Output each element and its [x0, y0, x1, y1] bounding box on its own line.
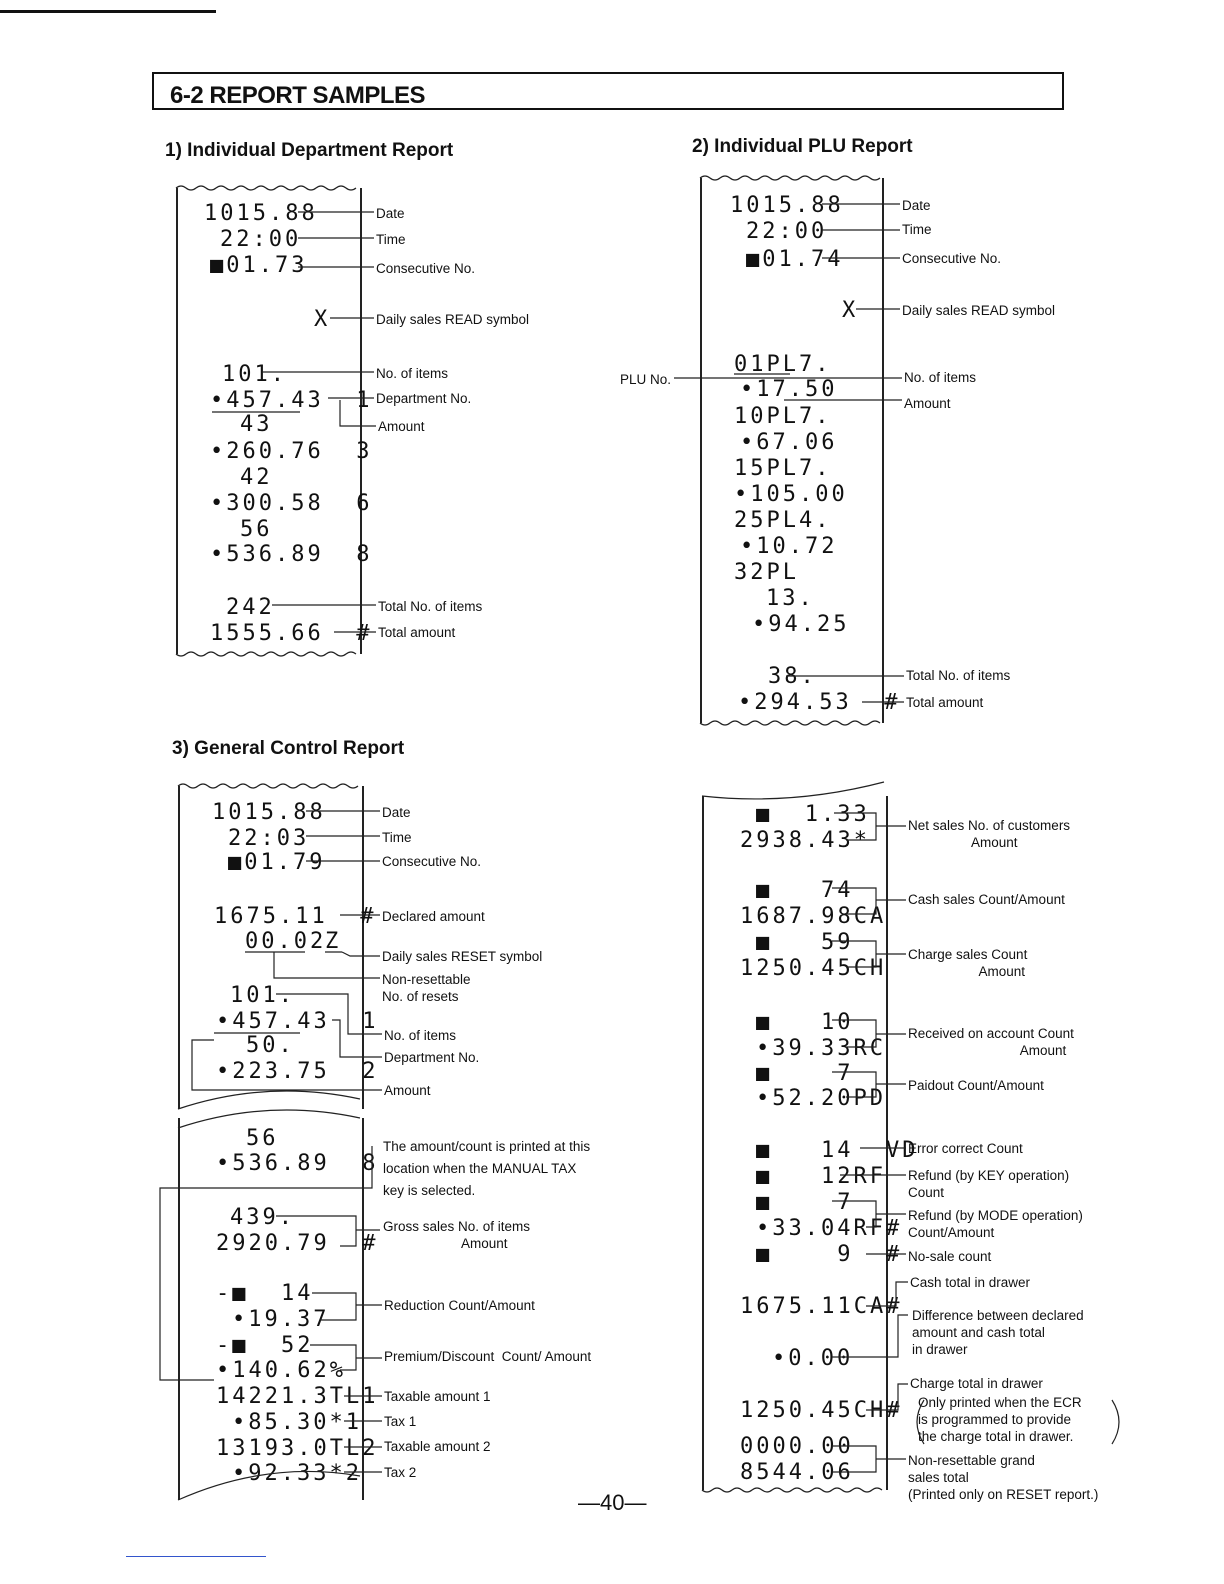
plu-label-time: Time: [902, 222, 932, 237]
gc-label-premium: Premium/Discount Count/ Amount: [384, 1349, 592, 1364]
gc2-label-paidout: Paidout Count/Amount: [908, 1078, 1044, 1093]
gc2-label-charge-note: Only printed when the ECR is programmed to provide the charge total in drawer.: [918, 1395, 1082, 1444]
plu-total-items: 38.: [768, 664, 817, 689]
gc-gross-amount: 2920.79 #: [216, 1231, 379, 1256]
dept-label-date: Date: [376, 206, 405, 221]
gc-label-time: Time: [382, 830, 412, 845]
dept-label-total-items: Total No. of items: [378, 599, 483, 614]
gc-label-taxable-2: Taxable amount 2: [384, 1439, 491, 1454]
gc2-cash-amount: 1687.98CA: [740, 904, 887, 929]
gc2-grand-total-1: 0000.00: [740, 1434, 854, 1459]
gc2-ra-count: ■ 10: [756, 1010, 854, 1035]
plu-label-amount: Amount: [904, 396, 951, 411]
plu-label-date: Date: [902, 198, 931, 213]
gc2-grand-total-2: 8544.06: [740, 1460, 854, 1485]
dept-label-consec: Consecutive No.: [376, 261, 476, 276]
dept-label-total-amount: Total amount: [378, 625, 456, 640]
plu-line-25: 25PL4.: [734, 508, 832, 533]
gc-time: 22:03: [228, 826, 310, 851]
gc2-charge-total: 1250.45CH#: [740, 1398, 903, 1423]
dept-x: X: [314, 307, 331, 332]
gc-label-nonreset: Non-resettable No. of resets: [382, 972, 471, 1004]
gc-tax-2: •92.33*2: [232, 1461, 362, 1486]
dept-amt1: •457.43 1: [210, 388, 373, 413]
gc-amt1: •457.43 1: [216, 1009, 379, 1034]
plu-label-x: Daily sales READ symbol: [902, 303, 1056, 318]
gc-consec: ■01.79: [228, 850, 326, 875]
gc2-error-correct: ■ 14 VD: [756, 1138, 919, 1163]
section-title: 6-2 REPORT SAMPLES: [170, 82, 426, 109]
gc2-cash-total: 1675.11CA#: [740, 1294, 903, 1319]
dept-c2: 43: [240, 412, 273, 437]
gc2-label-cash: Cash sales Count/Amount: [908, 892, 1065, 907]
plu-line-32: 32PL: [734, 560, 799, 585]
dept-amt8: •536.89 8: [210, 542, 373, 567]
gc2-label-grand-total: Non-resettable grand sales total (Printed only on RESET report.): [908, 1453, 1099, 1502]
gc2-label-refund-mode: Refund (by MODE operation) Count/Amount: [908, 1208, 1083, 1240]
dept-label-items: No. of items: [376, 366, 449, 381]
plu-consec: ■01.74: [746, 247, 844, 272]
gc-label-reduction: Reduction Count/Amount: [384, 1298, 535, 1313]
plu-x: X: [842, 298, 859, 323]
gc-amt8: •536.89 8: [216, 1151, 379, 1176]
gc-taxable-2: 13193.0TL2: [216, 1436, 379, 1461]
gc-reduction-amount: •19.37: [232, 1307, 330, 1332]
gc2-net-amount: 2938.43*: [740, 828, 870, 853]
dept-report-heading: 1) Individual Department Report: [165, 140, 454, 161]
plu-line-01: 01PL7.: [734, 352, 832, 377]
plu-amount-15: •105.00: [734, 482, 848, 507]
gc2-label-cash-total: Cash total in drawer: [910, 1275, 1031, 1290]
gc2-no-sale: ■ 9 #: [756, 1242, 903, 1267]
dept-time: 22:00: [220, 227, 302, 252]
gc2-paidout-count: ■ 7: [756, 1061, 854, 1086]
page-number: —40—: [578, 1490, 647, 1515]
dept-label-amount: Amount: [378, 419, 425, 434]
plu-count-32: 13.: [766, 586, 815, 611]
gc-label-taxable-1: Taxable amount 1: [384, 1389, 491, 1404]
gc-label-amount: Amount: [384, 1083, 431, 1098]
dept-total-items: 242: [226, 595, 275, 620]
dept-total-amount: 1555.66 #: [210, 621, 373, 646]
gc-items: 101.: [230, 983, 295, 1008]
gc2-charge-amount: 1250.45CH: [740, 956, 887, 981]
gc-label-tax-2: Tax 2: [384, 1465, 417, 1480]
gc-z: Z: [325, 929, 342, 954]
gc-label-consec: Consecutive No.: [382, 854, 482, 869]
gc2-net-count: ■ 1.33: [756, 802, 870, 827]
gc2-label-error: Error correct Count: [908, 1141, 1023, 1156]
dept-label-dept: Department No.: [376, 391, 472, 406]
gc2-charge-count: ■ 59: [756, 930, 854, 955]
gc-label-gross: Gross sales No. of items Amount: [383, 1219, 531, 1251]
plu-line-10: 10PL7.: [734, 404, 832, 429]
gc-taxable-1: 14221.3TL1: [216, 1384, 379, 1409]
plu-label-items: No. of items: [904, 370, 977, 385]
gc2-label-charge: Charge sales Count Amount: [908, 947, 1028, 979]
gc-c56: 56: [246, 1126, 279, 1151]
dept-c56: 56: [240, 517, 273, 542]
gc-report-heading: 3) General Control Report: [172, 738, 405, 759]
gc-label-declared: Declared amount: [382, 909, 485, 924]
gc2-refund-key: ■ 12RF: [756, 1164, 886, 1189]
plu-label-total-amount: Total amount: [906, 695, 984, 710]
dept-date: 1015.88: [204, 201, 318, 226]
gc2-ra-amount: •39.33RC: [756, 1036, 886, 1061]
plu-label-plu-no: PLU No.: [620, 372, 672, 387]
gc2-label-refund-key: Refund (by KEY operation) Count: [908, 1168, 1070, 1200]
gc-label-date: Date: [382, 805, 411, 820]
plu-date: 1015.88: [730, 193, 844, 218]
plu-label-consec: Consecutive No.: [902, 251, 1002, 266]
gc-gross-count: 439.: [230, 1205, 295, 1230]
plu-total-amount: •294.53 #: [738, 690, 901, 715]
gc-tax-1: •85.30*1: [232, 1410, 362, 1435]
dept-label-time: Time: [376, 232, 406, 247]
gc2-paidout-amount: •52.20PD: [756, 1086, 886, 1111]
gc-label-items: No. of items: [384, 1028, 457, 1043]
plu-amount-01: •17.50: [740, 377, 838, 402]
dept-c42: 42: [240, 465, 273, 490]
dept-consec: ■01.73: [210, 253, 308, 278]
gc-resets: 00.02: [245, 929, 327, 954]
gc-c50: 50.: [246, 1033, 295, 1058]
gc-declared: 1675.11 #: [214, 904, 377, 929]
plu-amount-25: •10.72: [740, 534, 838, 559]
plu-line-15: 15PL7.: [734, 456, 832, 481]
gc2-difference: •0.00: [772, 1346, 854, 1371]
gc2-label-ra: Received on account Count Amount: [908, 1026, 1074, 1058]
gc-date: 1015.88: [212, 800, 326, 825]
gc2-refund-mode-count: ■ 7: [756, 1190, 854, 1215]
plu-amount-32: •94.25: [752, 612, 850, 637]
dept-amt6: •300.58 6: [210, 491, 373, 516]
plu-label-total-items: Total No. of items: [906, 668, 1011, 683]
dept-label-x: Daily sales READ symbol: [376, 312, 530, 327]
gc-label-dept: Department No.: [384, 1050, 480, 1065]
gc2-label-net: Net sales No. of customers Amount: [908, 818, 1071, 850]
gc-premium-amount: •140.62%: [216, 1358, 346, 1383]
gc-label-manual-tax: The amount/count is printed at this location when the MANUAL TAX key is selected.: [383, 1139, 591, 1198]
plu-time: 22:00: [746, 219, 828, 244]
gc2-label-charge-total: Charge total in drawer: [910, 1376, 1043, 1391]
plu-report-heading: 2) Individual PLU Report: [692, 136, 913, 157]
gc-label-tax-1: Tax 1: [384, 1414, 417, 1429]
gc-amt2: •223.75 2: [216, 1059, 379, 1084]
gc-label-z: Daily sales RESET symbol: [382, 949, 543, 964]
dept-items: 101.: [222, 362, 287, 387]
plu-amount-10: •67.06: [740, 430, 838, 455]
gc2-refund-mode-amount: •33.04RF#: [756, 1216, 903, 1241]
gc-premium-count: -■ 52: [216, 1333, 314, 1358]
gc2-cash-count: ■ 74: [756, 878, 854, 903]
gc-reduction-count: -■ 14: [216, 1281, 314, 1306]
dept-amt3: •260.76 3: [210, 439, 373, 464]
gc2-label-no-sale: No-sale count: [908, 1249, 992, 1264]
gc2-label-difference: Difference between declared amount and cash total in drawer: [912, 1308, 1084, 1357]
